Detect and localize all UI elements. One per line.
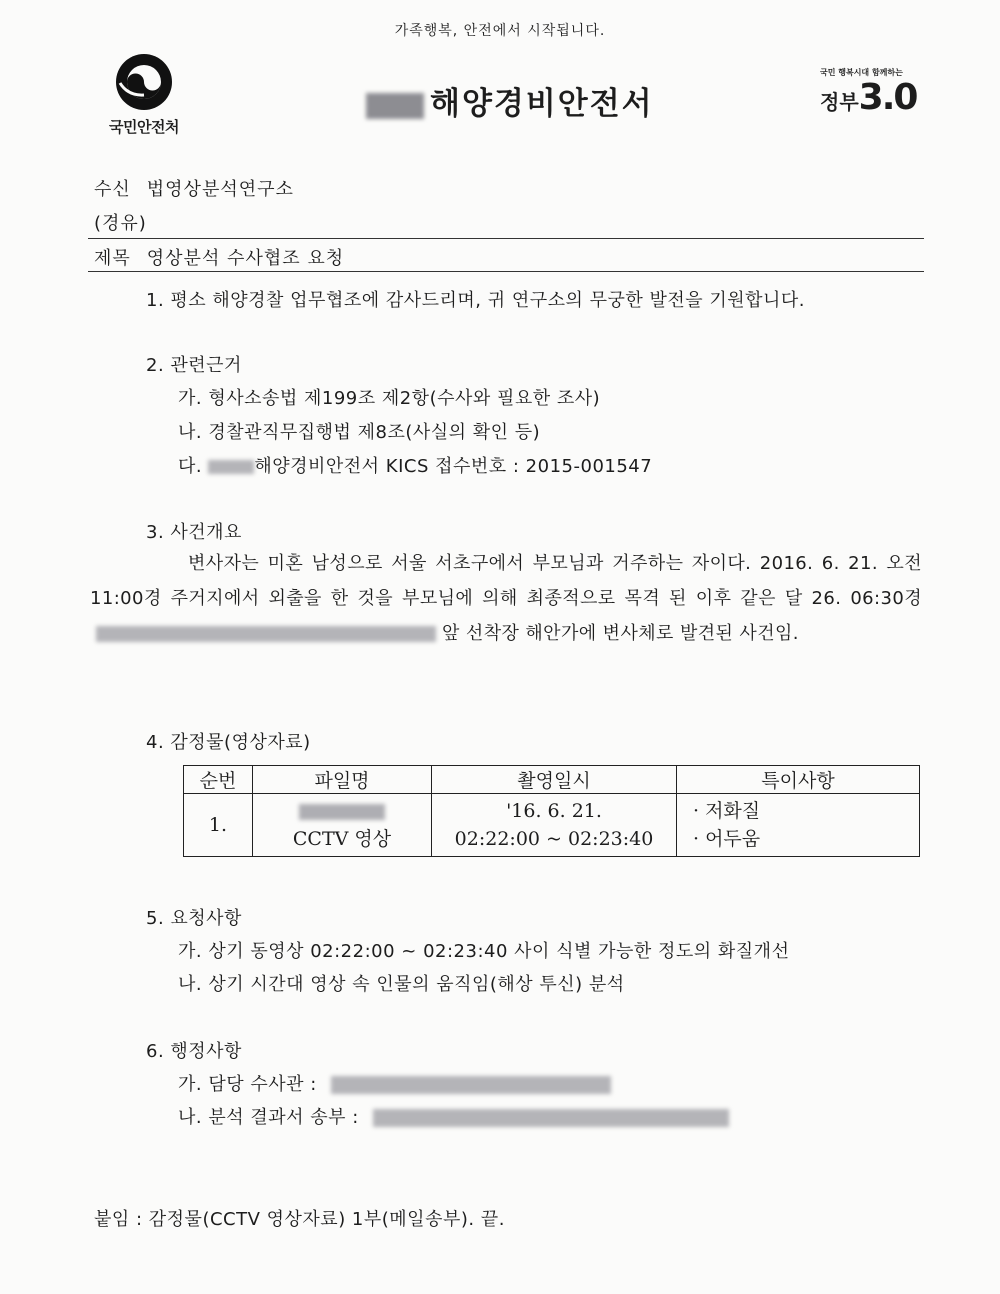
taegeuk-emblem-icon <box>114 52 174 112</box>
report-delivery-label: 나. 분석 결과서 송부 : <box>178 1107 359 1128</box>
section-3-body <box>90 546 922 651</box>
attachment-line: 붙임 : 감정물(CCTV 영상자료) 1부(메일송부). 끝. <box>94 1209 505 1230</box>
col-header-datetime: 촬영일시 <box>432 766 677 794</box>
col-header-filename: 파일명 <box>253 766 432 794</box>
section-6-title: 6. 행정사항 <box>146 1041 242 1062</box>
slogan: 가족행복, 안전에서 시작됩니다. <box>394 23 606 39</box>
item-c-text: 해양경비안전서 KICS 접수번호 : 2015-001547 <box>254 456 653 477</box>
redacted-region <box>299 804 385 820</box>
organization-title <box>366 78 654 123</box>
section-2-item-c <box>178 452 652 478</box>
cell-number: 1. <box>184 794 253 857</box>
via-row: (경유) <box>94 213 147 234</box>
section-3-title: 3. 사건개요 <box>146 522 242 543</box>
cell-datetime <box>432 794 677 857</box>
cell-filename <box>253 794 432 857</box>
gov-mark-version: 3.0 <box>858 77 917 118</box>
subject-divider <box>88 271 924 272</box>
redacted-region <box>366 93 424 119</box>
cell-notes <box>677 794 920 857</box>
subject-value: 영상분석 수사협조 요청 <box>146 248 345 269</box>
ministry-logo <box>96 52 192 137</box>
redacted-delivery-address <box>373 1109 729 1127</box>
col-header-notes: 특이사항 <box>677 766 920 794</box>
incident-summary-part-2: 앞 선착장 해안가에 변사체로 발견된 사건임. <box>442 623 799 644</box>
note-low-quality: · 저화질 <box>693 800 761 822</box>
header-divider <box>88 238 924 239</box>
gov-mark-tagline: 국민 행복시대 함께하는 <box>820 68 903 77</box>
col-header-number: 순번 <box>184 766 253 794</box>
capture-time-range: 02:22:00 ~ 02:23:40 <box>454 828 654 850</box>
evidence-table <box>183 765 920 857</box>
note-dark: · 어두움 <box>693 828 761 850</box>
government-3-0-mark <box>820 68 916 118</box>
section-5-item-b: 나. 상기 시간대 영상 속 인물의 움직임(해상 투신) 분석 <box>178 974 625 995</box>
section-6-item-b <box>178 1103 729 1129</box>
section-6-item-a <box>178 1070 611 1096</box>
subject-row <box>94 244 344 270</box>
logo-text: 국민안전처 <box>109 118 179 136</box>
recipient-label: 수신 <box>94 179 131 200</box>
section-2-title: 2. 관련근거 <box>146 355 242 376</box>
subject-label: 제목 <box>94 248 131 269</box>
table-header-row <box>184 766 920 794</box>
organization-name: 해양경비안전서 <box>430 86 654 122</box>
item-c-prefix: 다. <box>178 456 203 477</box>
section-4-title: 4. 감정물(영상자료) <box>146 732 311 753</box>
investigator-label: 가. 담당 수사관 : <box>178 1074 317 1095</box>
redacted-investigator <box>331 1076 611 1094</box>
section-1-text: 1. 평소 해양경찰 업무협조에 감사드리며, 귀 연구소의 무궁한 발전을 기원합니다. <box>146 290 806 311</box>
table-row <box>184 794 920 857</box>
gov-mark-label: 정부 <box>820 90 859 114</box>
redacted-region <box>208 460 254 474</box>
recipient-value: 법영상분석연구소 <box>146 179 294 200</box>
incident-summary-part-1: 변사자는 미혼 남성으로 서울 서초구에서 부모님과 거주하는 자이다. 2016. 6. 21. 오전 11:00경 주거지에서 외출을 한 것을 부모님에 의해 최종적으로 목격 된 이후 같은 달 26. 06:30경 <box>90 553 922 609</box>
filename-text: CCTV 영상 <box>292 828 392 850</box>
redacted-location <box>96 626 436 642</box>
capture-date: '16. 6. 21. <box>506 800 602 822</box>
section-2-item-b: 나. 경찰관직무집행법 제8조(사실의 확인 등) <box>178 422 541 443</box>
recipient-row <box>94 175 294 201</box>
section-5-title: 5. 요청사항 <box>146 908 242 929</box>
section-2-item-a: 가. 형사소송법 제199조 제2항(수사와 필요한 조사) <box>178 388 601 409</box>
section-5-item-a: 가. 상기 동영상 02:22:00 ~ 02:23:40 사이 식별 가능한 정도의 화질개선 <box>178 941 790 962</box>
